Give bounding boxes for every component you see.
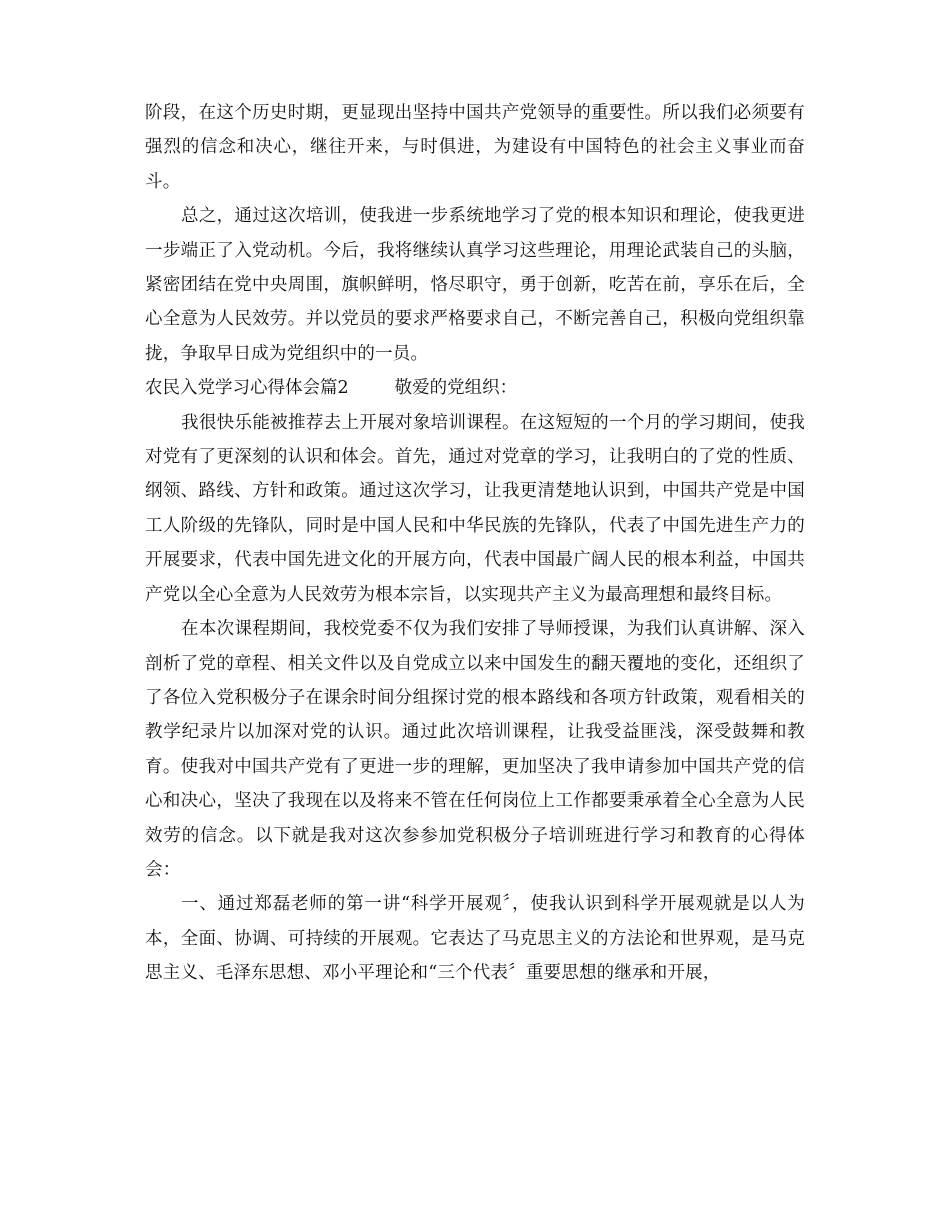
paragraph-1: 阶段，在这个历史时期，更显现出坚持中国共产党领导的重要性。所以我们必须要有强烈的信念和决心，继往开来，与时俱进，为建设有中国特色的社会主义事业而奋斗。: [145, 103, 805, 192]
document-body: [145, 96, 805, 991]
paragraph-3: 我很快乐能被推荐去上开展对象培训课程。在这短短的一个月的学习期间，使我对党有了更深刻的认识和体会。首先，通过对党章的学习，让我明白的了党的性质、纲领、路线、方针和政策。通过这次学习，让我更清楚地认识到，中国共产党是中国工人阶级的先锋队，同时是中国人民和中华民族的先锋队，代表了中国先进生产力的开展要求，代表中国先进文化的开展方向，代表中国最广阔人民的根本利益，中国共产党以全心全意为人民效劳为根本宗旨，以实现共产主义为最高理想和最终目标。: [145, 412, 805, 605]
section-title: 农民入党学习心得体会篇2: [145, 378, 349, 399]
section-heading-line: [145, 371, 805, 405]
salutation: 敬爱的党组织：: [394, 378, 518, 399]
paragraph-2: 总之，通过这次培训，使我进一步系统地学习了党的根本知识和理论，使我更进一步端正了入党动机。今后，我将继续认真学习这些理论，用理论武装自己的头脑，紧密团结在党中央周围，旗帜鲜明，恪尽职守，勇于创新，吃苦在前，享乐在后，全心全意为人民效劳。并以党员的要求严格要求自己，不断完善自己，积极向党组织靠拢，争取早日成为党组织中的一员。: [145, 206, 805, 364]
paragraph-4: 在本次课程期间，我校党委不仅为我们安排了导师授课，为我们认真讲解、深入剖析了党的章程、相关文件以及自党成立以来中国发生的翻天覆地的变化，还组织了了各位入党积极分子在课余时间分组探讨党的根本路线和各项方针政策，观看相关的教学纪录片以加深对党的认识。通过此次培训课程，让我受益匪浅，深受鼓舞和教育。使我对中国共产党有了更进一步的理解，更加坚决了我申请参加中国共产党的信心和决心，坚决了我现在以及将来不管在任何岗位上工作都要秉承着全心全意为人民效劳的信念。以下就是我对这次参参加党积极分子培训班进行学习和教育的心得体会：: [145, 619, 805, 880]
paragraph-5: 一、通过郑磊老师的第一讲“科学开展观〞，使我认识到科学开展观就是以人为本，全面、协调、可持续的开展观。它表达了马克思主义的方法论和世界观，是马克思主义、毛泽东思想、邓小平理论和“三个代表〞重要思想的继承和开展，: [145, 894, 805, 984]
